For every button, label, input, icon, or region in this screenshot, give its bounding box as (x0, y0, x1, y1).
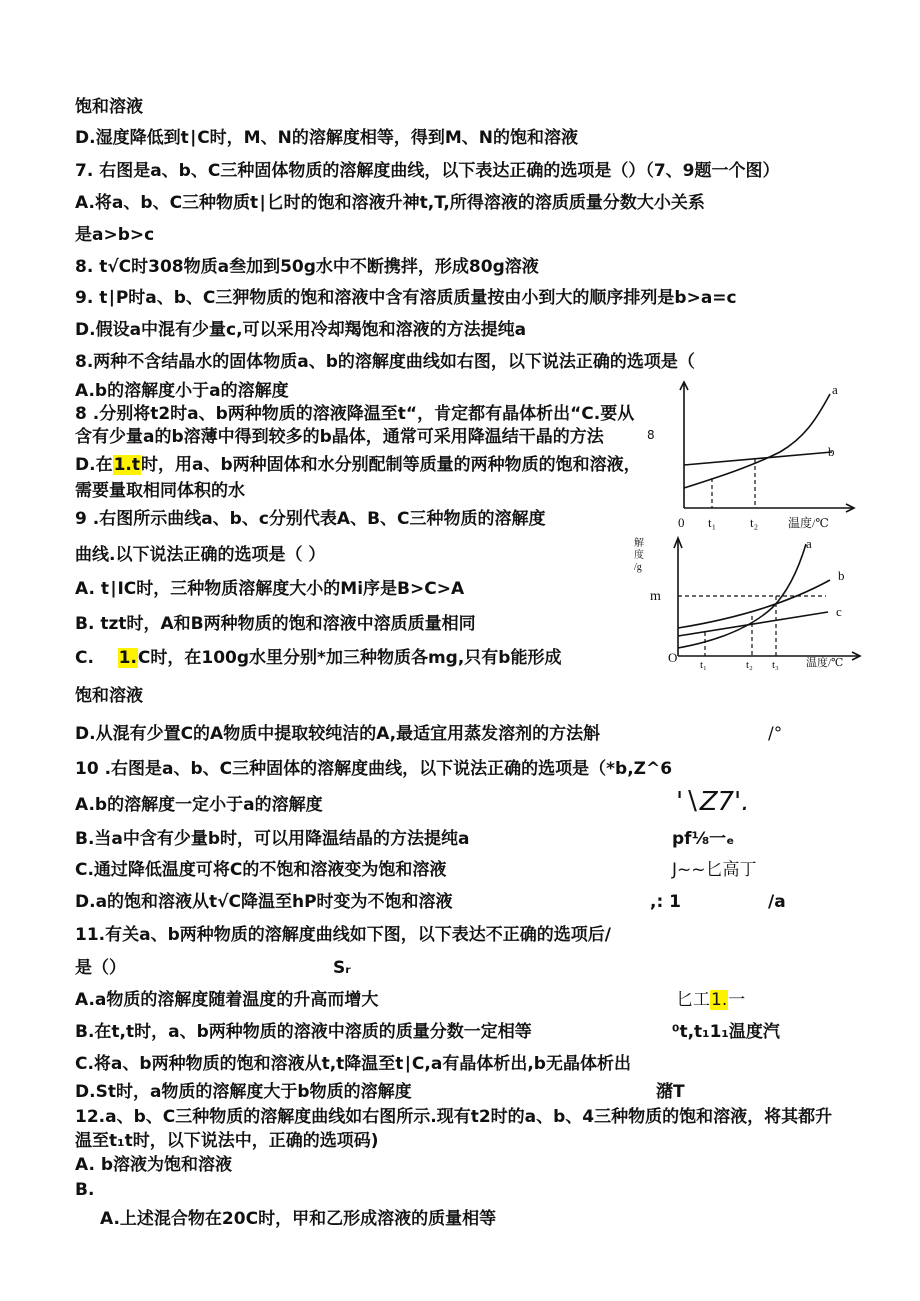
text-line: C.将a、b两种物质的饱和溶液从t,t降温至t∣C,a有晶体析出,b无晶体析出 (75, 1054, 631, 1074)
margin-note: 潴T (656, 1082, 685, 1102)
text-line: B.当a中含有少量b时，可以用降温结晶的方法提纯a (75, 829, 470, 849)
text-fragment: D.在 (75, 455, 113, 475)
x-axis-label: 温度/℃ (788, 516, 829, 530)
margin-note: 8 (647, 428, 655, 442)
margin-note: Sᵣ (333, 958, 351, 978)
text-line (75, 455, 641, 475)
text-line: 温至t₁t时，以下说法中，正确的选项码) (75, 1131, 379, 1151)
text-fragment: C时，在100g水里分别*加三种物质各mg,只有b能形成 (137, 648, 562, 668)
question-8: 8.两种不含结晶水的固体物质a、b的溶解度曲线如右图，以下说法正确的选项是（ (75, 352, 695, 372)
curve-label-b: b (828, 444, 835, 459)
solubility-graph-2 (630, 532, 870, 672)
margin-note: pf⅛一ₑ (672, 829, 735, 849)
question-10: 10 .右图是a、b、C三种固体的溶解度曲线，以下说法正确的选项是（*b,Z^6 (75, 759, 673, 779)
text-line: D.从混有少置C的A物质中提取较纯洁的A,最适宜用蒸发溶剂的方法斛 (75, 724, 601, 744)
curve-label-a: a (832, 382, 838, 397)
margin-note: J~~匕高丁 (672, 860, 757, 880)
text-line: D.a的饱和溶液从t√C降温至hP时变为不饱和溶液 (75, 892, 453, 912)
tick-label: t₃ (772, 659, 779, 671)
text-line: B. (75, 1180, 95, 1200)
text-line: 9. t∣P时a、b、C三狎物质的饱和溶液中含有溶质质量按由小到大的顺序排列是b>a=c (75, 288, 737, 308)
origin-label: O (668, 650, 678, 665)
tick-label: t₁ (700, 659, 707, 671)
question-12: 12.a、b、C三种物质的溶解度曲线如右图所示.现有t2时的a、b、4三种物质的饱和溶液，将其都升 (75, 1107, 833, 1127)
margin-note: /a (768, 892, 786, 912)
margin-note: /° (768, 724, 783, 744)
y-axis-label: 解 (634, 538, 644, 549)
curve-label-b: b (838, 568, 845, 583)
text-fragment: 匕工 (676, 990, 710, 1010)
highlight-mark: 1.t (113, 455, 140, 475)
text-line: 需要量取相同体积的水 (75, 481, 245, 501)
question-11: 11.有关a、b两种物质的溶解度曲线如下图，以下表达不正确的选项后/ (75, 925, 611, 945)
margin-note (676, 990, 745, 1010)
text-line: D.假设a中混有少量c,可以采用冷却羯饱和溶液的方法提纯a (75, 320, 527, 340)
text-line: 饱和溶液 (75, 97, 143, 117)
margin-note: ,: 1 (650, 892, 682, 912)
y-axis-label: 度 (634, 550, 644, 561)
curve-a (684, 394, 830, 488)
text-line: 8. t√C时308物质a叁加到50g水中不断携拌，形成80g溶液 (75, 257, 539, 277)
text-line: 曲线.以下说法正确的选项是（ ） (75, 545, 326, 565)
text-line: 含有少量a的b溶薄中得到较多的b晶体，通常可采用降温结干晶的方法 (75, 427, 604, 447)
text-line: A.a物质的溶解度随着温度的升高而增大 (75, 990, 379, 1010)
tick-label: t₂ (750, 515, 759, 530)
text-fragment: 时，用a、b两种固体和水分别配制等质量的两种物质的饱和溶液， (141, 455, 641, 475)
text-fragment: 一 (728, 990, 746, 1010)
text-line: A.b的溶解度一定小于a的溶解度 (75, 795, 323, 815)
text-line: A.将a、b、C三种物质t∣匕时的饱和溶液升神t,T,所得溶液的溶质质量分数大小关系 (75, 193, 705, 213)
text-line: C.通过降低温度可将C的不饱和溶液变为饱和溶液 (75, 860, 447, 880)
margin-note: ⁰t,t₁1₁温度汽 (672, 1022, 780, 1042)
text-line: 8 .分别将t2时a、b两种物质的溶液降温至t“，肯定都有晶体析出“C.要从 (75, 404, 635, 424)
text-line: B. tzt时，A和B两种物质的饱和溶液中溶质质量相同 (75, 614, 476, 634)
question-9: 9 .右图所示曲线a、b、c分别代表A、B、C三种物质的溶解度 (75, 509, 546, 529)
text-line (75, 648, 561, 668)
question-7: 7. 右图是a、b、C三种固体物质的溶解度曲线，以下表达正确的选项是（）（7、9题一个图） (75, 161, 780, 181)
curve-b (684, 452, 832, 465)
curve-label-a: a (806, 536, 812, 551)
text-fragment: C. (75, 648, 94, 668)
text-line: 饱和溶液 (75, 686, 143, 706)
tick-label: t₁ (708, 515, 717, 530)
tick-label: t₂ (746, 659, 753, 671)
text-line: A. t∣IC时，三种物质溶解度大小的Mi序是B>C>A (75, 579, 465, 599)
text-line: 是（） (75, 958, 126, 978)
text-line: A. b溶液为饱和溶液 (75, 1155, 233, 1175)
solubility-graph-1 (660, 372, 860, 540)
text-line: D.St时，a物质的溶解度大于b物质的溶解度 (75, 1082, 412, 1102)
text-line: D.湿度降低到t∣C时，M、N的溶解度相等，得到M、N的饱和溶液 (75, 128, 578, 148)
highlight-mark: 1. (711, 990, 728, 1010)
m-label: m (650, 589, 661, 604)
text-line: A.b的溶解度小于a的溶解度 (75, 381, 289, 401)
text-line: A.上述混合物在20C时，甲和乙形成溶液的质量相等 (100, 1209, 497, 1229)
curve-label-c: c (836, 604, 842, 619)
margin-note: '∖Z7'. (676, 787, 750, 817)
y-axis-label: /g (634, 562, 642, 573)
x-axis-label: 温度/℃ (806, 657, 844, 669)
text-line: 是a>b>c (75, 225, 155, 245)
highlight-mark: 1. (118, 648, 137, 668)
origin-label: 0 (678, 515, 685, 530)
text-line: B.在t,t时，a、b两种物质的溶液中溶质的质量分数一定相等 (75, 1022, 532, 1042)
